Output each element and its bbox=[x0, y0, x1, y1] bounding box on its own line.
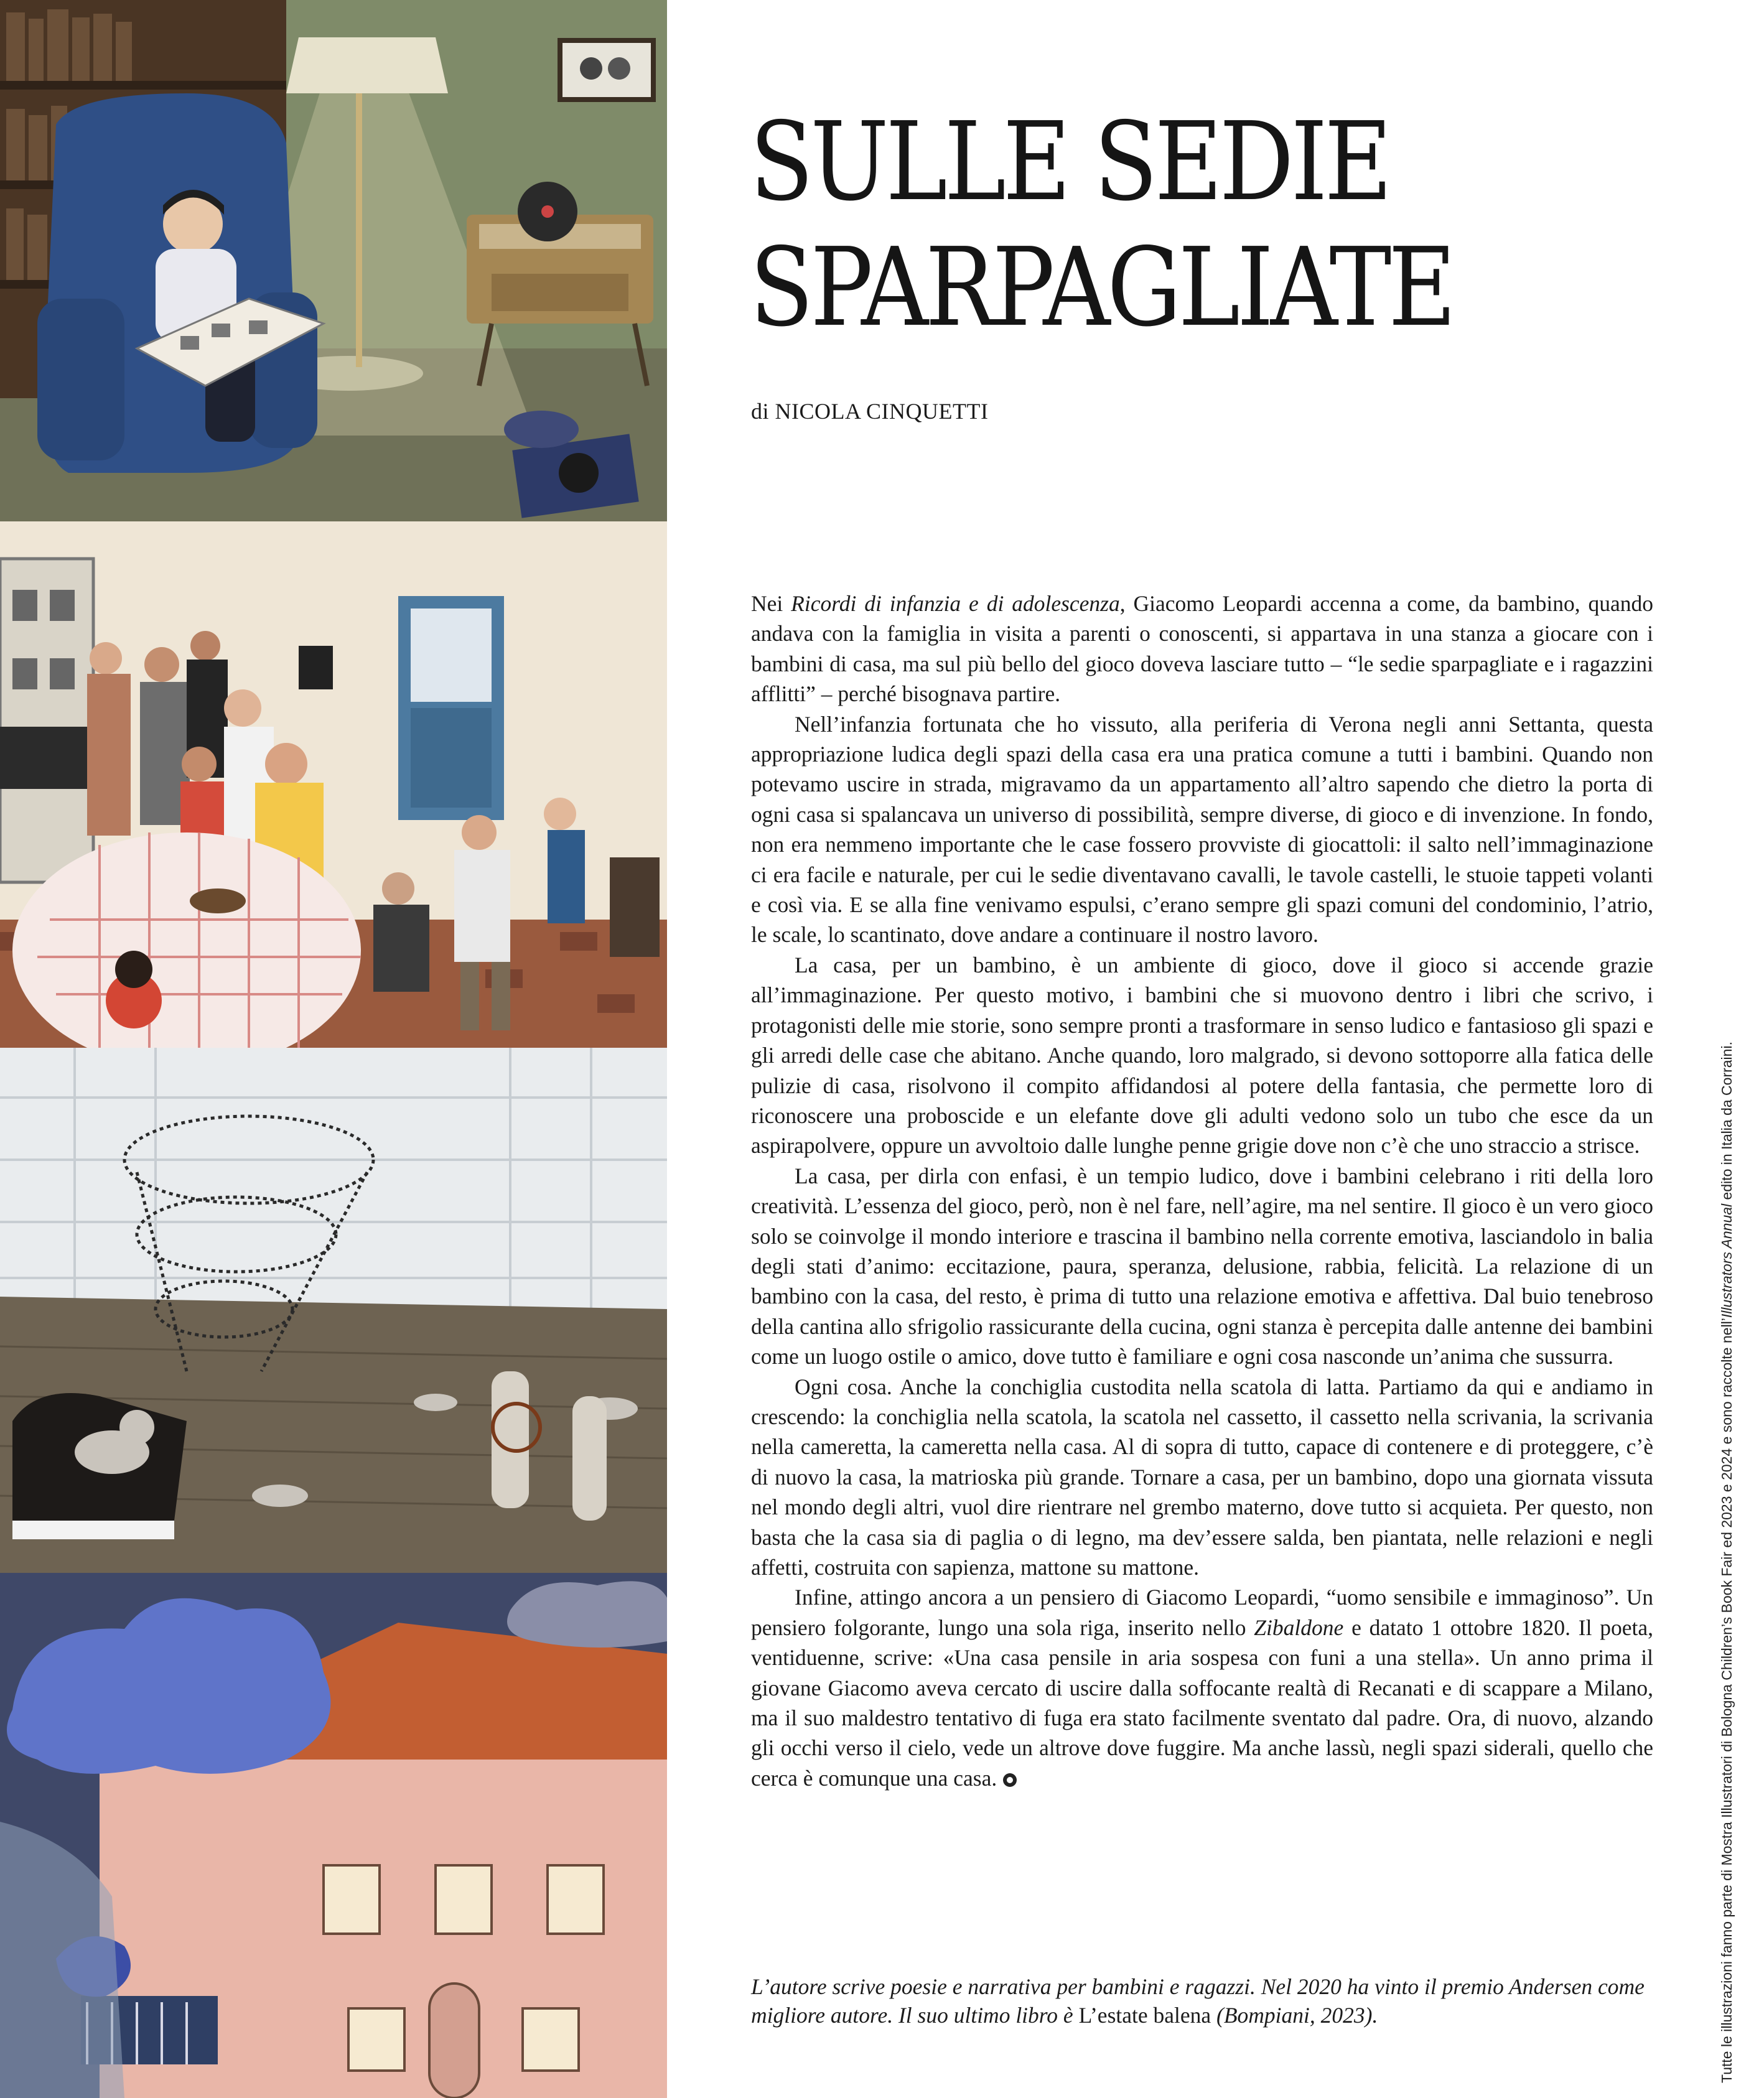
paragraph-3: La casa, per un bambino, è un ambiente di gioco, dove il gioco si accende grazie all’immaginazione. Per questo motivo, i bambini che si muovono dentro i libri che scrivo, i protagonisti delle mie storie, sono sempre pronti a trasformare in senso ludico e fantasioso gli spazi e gli arredi delle case che abitano. Anche quando, loro malgrado, si devono sottoporre alla fatica delle pulizie di casa, risolvono il compito affidandosi al potere della fantasia, che permette loro di riconoscere una proboscide e un elefante dove gli adulti vedono solo un tubo che esce da un aspirapolvere, oppure un avvoltoio dalle lunghe penne grigie dove non c’è che uno straccio a strisce. bbox=[751, 952, 1653, 1159]
author-bio bbox=[751, 1972, 1653, 2030]
credit-annual-title: Illustrators Annual bbox=[1719, 1203, 1735, 1318]
title-line-2: SPARPAGLIATE bbox=[750, 225, 1454, 351]
bio-text: L’autore scrive poesie e narrativa per bambini e ragazzi. Nel 2020 ha vinto il premio Andersen come migliore autore. Il suo ultimo libro è bbox=[751, 1974, 1645, 2028]
paragraph-6-start: Infine, attingo ancora a un pensiero di Giacomo Leopardi, “uomo sensibile e immaginoso”. Un pensiero folgorante, lungo una sola riga, inserito nello bbox=[751, 1585, 1653, 1640]
illustration-family-gathering bbox=[0, 521, 667, 1048]
illustration-column bbox=[0, 0, 667, 2098]
paragraph-5: Ogni cosa. Anche la conchiglia custodita nella scatola di latta. Partiamo da qui e andiamo in crescendo: la conchiglia nella scatola, la scatola nel cassetto, il cassetto nella scrivania, la scrivania nella cameretta, la cameretta nella casa. Al di sopra di tutto, capace di contenere e di proteggere, c’è di nuovo la casa, la matrioska più grande. Tornare a casa, per un bambino, dopo una giornata vissuta nel mondo degli altri, vuol dire rientrare nel grembo materno, dove tutto si acquieta. Per questo, non basta che la casa sia di paglia o di legno, ma dev’essere salda, ben piantata, nelle relazioni e negli affetti, costruita con sapienza, mattone su mattone. bbox=[751, 1374, 1653, 1580]
illustration-credit bbox=[1719, 839, 1735, 2083]
paragraph-4: La casa, per dirla con enfasi, è un tempio ludico, dove i bambini celebrano i riti della loro creatività. L’essenza del gioco, però, non è nel fare, nell’agire, ma nel sentire. Il gioco è un vero gioco solo se coinvolge il mondo interiore e trascina il bambino nella corrente emotiva, lasciandolo in balia degli stati d’animo: eccitazione, paura, speranza, delusione, rabbia, felicità. La relazione di un bambino con la casa, del resto, è prima di tutto una relazione emotiva e affettiva. Dal buio tenebroso della cantina allo sfrigolio rassicurante della cucina, ogni stanza è percepita dalle antenne dei bambini come un luogo ostile o amico, dove tutto è familiare e ogni cosa nasconde un’anima che sussurra. bbox=[751, 1163, 1653, 1369]
article-title bbox=[750, 100, 1526, 351]
paragraph-1-start: Nei bbox=[751, 591, 791, 616]
bio-book-title: L’estate balena bbox=[1078, 2003, 1211, 2028]
illustration-girl-reading bbox=[0, 0, 667, 521]
bio-publisher: (Bompiani, 2023). bbox=[1211, 2003, 1378, 2028]
credit-publisher: edito in Italia da Corraini. bbox=[1719, 1042, 1735, 1204]
paragraph-6-rest: e datato 1 ottobre 1820. Il poeta, ventiduenne, scrive: «Una casa pensile in aria sospesa con funi a una stella». Un anno prima il giovane Giacomo aveva cercato di uscire dalla soffocante realtà di Recanati e di scappare a Milano, ma il suo maldestro tentativo di fuga era stato facilmente sventato dal padre. Ora, di nuovo, alzando gli occhi verso il cielo, vede un altrove dove fuggire. Ma anche lassù, negli spazi siderali, quello che cerca è comunque una casa. bbox=[751, 1615, 1653, 1791]
paragraph-6-book-title: Zibaldone bbox=[1254, 1615, 1344, 1640]
author-byline: di NICOLA CINQUETTI bbox=[751, 399, 989, 424]
paragraph-1-rest: , Giacomo Leopardi accenna a come, da bambino, quando andava con la famiglia in visita a parenti o conoscenti, si appartava in una stanza a giocare con i bambini di casa, ma sul più bello del gioco doveva lasciare tutto – “le sedie sparpagliate e i ragazzini afflitti” – perché bisognava partire. bbox=[751, 591, 1654, 707]
illustration-cats-chandelier bbox=[0, 1048, 667, 1573]
paragraph-1-book-title: Ricordi di infanzia e di adolescenza bbox=[791, 591, 1120, 616]
paragraph-6 bbox=[751, 1582, 1653, 1793]
paragraph-2: Nell’infanzia fortunata che ho vissuto, alla periferia di Verona negli anni Settanta, questa appropriazione ludica degli spazi della casa era una pratica comune a tutti i bambini. Quando non potevamo uscire in strada, migravamo da un appartamento all’altro sapendo che dietro la porta di ogni casa si spalancava un universo di possibilità, sempre diverse, di gioco e di invenzione. In fondo, non era nemmeno importante che le case fossero provviste di giocattoli: il salto nell’immaginazione ci era facile e naturale, per cui le sedie diventavano cavalli, le tavole castelli, le stuoie tappeti volanti e così via. E se alla fine venivamo espulsi, c’erano sempre gli spazi comuni del condominio, l’atrio, le scale, lo scantinato, dove andare a continuare il nostro lavoro. bbox=[751, 711, 1653, 948]
illustration-pink-house bbox=[0, 1573, 667, 2098]
paragraph-1 bbox=[751, 589, 1653, 709]
article-body bbox=[751, 589, 1653, 1793]
end-of-article-icon bbox=[1003, 1773, 1017, 1787]
title-line-1: SULLE SEDIE bbox=[750, 99, 1389, 225]
credit-text: Tutte le illustrazioni fanno parte di Mostra Illustratori di Bologna Children’s Book Fair ed 2023 e 2024 e sono raccolte nell’ bbox=[1719, 1318, 1735, 2083]
